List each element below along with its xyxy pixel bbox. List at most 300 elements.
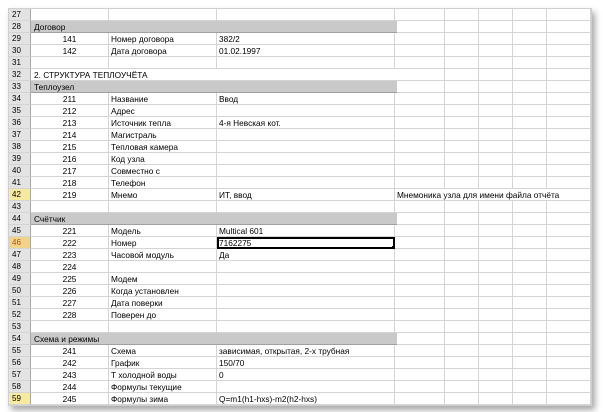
grid-cell[interactable] <box>395 237 445 249</box>
param-name-cell[interactable]: Магистраль <box>109 129 217 141</box>
grid-cell[interactable] <box>395 285 445 297</box>
grid-cell[interactable] <box>513 69 547 81</box>
grid-cell[interactable] <box>445 141 479 153</box>
grid-cell[interactable] <box>479 21 513 33</box>
param-name-cell[interactable]: Когда установлен <box>109 285 217 297</box>
grid-cell[interactable] <box>513 273 547 285</box>
param-value-cell[interactable]: Multical 601 <box>217 225 395 237</box>
param-code-cell[interactable]: 212 <box>31 105 109 117</box>
row-header[interactable]: 30 <box>9 45 31 57</box>
sheet-row <box>9 21 591 33</box>
grid-cell[interactable] <box>217 69 395 81</box>
grid-cell[interactable] <box>445 177 479 189</box>
param-value-cell-selected[interactable]: 7162275 <box>217 237 395 249</box>
grid-cell[interactable] <box>395 9 445 21</box>
grid-cell[interactable] <box>479 57 513 69</box>
grid-cell[interactable] <box>513 57 547 69</box>
grid-cell[interactable] <box>513 129 547 141</box>
sheet-row <box>9 261 591 273</box>
param-name-cell[interactable]: Дата поверки <box>109 297 217 309</box>
grid-cell[interactable] <box>479 201 513 213</box>
grid-cell[interactable] <box>547 273 591 285</box>
grid-cell[interactable] <box>479 249 513 261</box>
grid-cell[interactable] <box>479 285 513 297</box>
grid-cell[interactable] <box>547 129 591 141</box>
row-header[interactable]: 38 <box>9 141 31 153</box>
grid-cell[interactable] <box>395 21 445 33</box>
sheet-row <box>9 177 591 189</box>
param-code-cell[interactable]: 223 <box>31 249 109 261</box>
grid-cell[interactable] <box>513 309 547 321</box>
param-name-cell[interactable]: Название <box>109 93 217 105</box>
sheet-row <box>9 357 591 369</box>
param-code-cell[interactable]: 226 <box>31 285 109 297</box>
param-name-cell[interactable] <box>109 261 217 273</box>
grid-cell[interactable] <box>445 93 479 105</box>
fill-handle[interactable] <box>392 246 395 249</box>
param-code-cell[interactable]: 221 <box>31 225 109 237</box>
param-value-cell[interactable]: Ввод <box>217 93 395 105</box>
grid-cell[interactable] <box>395 345 445 357</box>
param-code-cell[interactable]: 213 <box>31 117 109 129</box>
param-value-cell[interactable] <box>217 297 395 309</box>
grid-cell[interactable] <box>513 297 547 309</box>
grid-cell[interactable] <box>547 393 591 405</box>
grid-cell[interactable] <box>445 225 479 237</box>
grid-cell[interactable] <box>547 369 591 381</box>
sheet-row <box>9 369 591 381</box>
grid-cell[interactable] <box>547 213 591 225</box>
row-header[interactable]: 34 <box>9 93 31 105</box>
grid-cell[interactable] <box>479 213 513 225</box>
grid-cell[interactable] <box>395 201 445 213</box>
grid-cell[interactable] <box>547 201 591 213</box>
grid-cell[interactable] <box>513 201 547 213</box>
grid-cell[interactable] <box>547 345 591 357</box>
note-cell[interactable]: Мнемоника узла для имени файла отчёта <box>397 190 560 200</box>
sheet-row <box>9 81 591 93</box>
param-value-cell[interactable] <box>217 129 395 141</box>
param-name-cell[interactable]: Совместно с <box>109 165 217 177</box>
grid-cell[interactable] <box>513 105 547 117</box>
grid-cell[interactable] <box>479 69 513 81</box>
param-code-cell[interactable]: 241 <box>31 345 109 357</box>
section-header[interactable]: Теплоузел <box>31 81 397 93</box>
grid-cell[interactable] <box>547 45 591 57</box>
param-value-cell[interactable] <box>217 381 395 393</box>
grid-cell[interactable] <box>547 297 591 309</box>
grid-cell[interactable] <box>513 381 547 393</box>
row-header[interactable]: 57 <box>9 369 31 381</box>
grid-cell[interactable] <box>547 33 591 45</box>
param-name-cell[interactable]: Дата договора <box>109 45 217 57</box>
grid-cell[interactable] <box>217 9 395 21</box>
grid-cell[interactable] <box>217 57 395 69</box>
row-header[interactable]: 51 <box>9 297 31 309</box>
grid-cell[interactable] <box>547 165 591 177</box>
grid-cell[interactable] <box>445 333 479 345</box>
param-value-cell[interactable]: зависимая, открытая, 2-х трубная <box>217 345 395 357</box>
grid-cell[interactable] <box>513 345 547 357</box>
grid-cell[interactable] <box>547 177 591 189</box>
sheet-row <box>9 225 591 237</box>
row-header[interactable]: 56 <box>9 357 31 369</box>
param-value-cell[interactable]: 0 <box>217 369 395 381</box>
grid-cell[interactable] <box>31 57 109 69</box>
grid-cell[interactable] <box>445 237 479 249</box>
structure-heading[interactable]: 2. СТРУКТУРА ТЕПЛОУЧЁТА <box>34 70 148 80</box>
row-header[interactable]: 28 <box>9 21 31 33</box>
grid-cell[interactable] <box>513 225 547 237</box>
param-code-cell[interactable]: 215 <box>31 141 109 153</box>
param-code-cell[interactable]: 222 <box>31 237 109 249</box>
param-value-cell[interactable] <box>217 309 395 321</box>
grid-cell[interactable] <box>395 165 445 177</box>
grid-cell[interactable] <box>479 261 513 273</box>
grid-cell[interactable] <box>547 225 591 237</box>
grid-cell[interactable] <box>445 309 479 321</box>
grid-cell[interactable] <box>479 45 513 57</box>
grid-cell[interactable] <box>445 321 479 333</box>
grid-cell[interactable] <box>445 165 479 177</box>
grid-cell[interactable] <box>445 81 479 93</box>
param-value-cell[interactable] <box>217 153 395 165</box>
grid-cell[interactable] <box>513 249 547 261</box>
param-code-cell[interactable]: 242 <box>31 357 109 369</box>
grid-cell[interactable] <box>479 165 513 177</box>
param-code-cell[interactable]: 219 <box>31 189 109 201</box>
row-header[interactable]: 58 <box>9 381 31 393</box>
section-header[interactable]: Схема и режимы <box>31 333 397 345</box>
grid-cell[interactable] <box>395 357 445 369</box>
grid-cell[interactable] <box>547 321 591 333</box>
grid-cell[interactable] <box>395 81 445 93</box>
grid-cell[interactable] <box>109 57 217 69</box>
row-header[interactable]: 55 <box>9 345 31 357</box>
param-value-cell[interactable]: 382/2 <box>217 33 395 45</box>
grid-cell[interactable] <box>217 201 395 213</box>
grid-cell[interactable] <box>445 393 479 405</box>
grid-cell[interactable] <box>445 21 479 33</box>
grid-cell[interactable] <box>547 309 591 321</box>
grid-cell[interactable] <box>445 345 479 357</box>
grid-cell[interactable] <box>513 45 547 57</box>
sheet-row <box>9 345 591 357</box>
row-header[interactable]: 45 <box>9 225 31 237</box>
row-header[interactable]: 48 <box>9 261 31 273</box>
sheet-row <box>9 129 591 141</box>
grid-cell[interactable] <box>395 117 445 129</box>
param-name-cell[interactable]: График <box>109 357 217 369</box>
grid-cell[interactable] <box>395 369 445 381</box>
grid-cell[interactable] <box>445 45 479 57</box>
param-value-cell[interactable] <box>217 177 395 189</box>
row-header[interactable]: 37 <box>9 129 31 141</box>
row-header[interactable]: 46 <box>9 237 31 249</box>
param-code-cell[interactable]: 245 <box>31 393 109 405</box>
param-code-cell[interactable]: 228 <box>31 309 109 321</box>
grid-cell[interactable] <box>31 9 109 21</box>
row-header[interactable]: 31 <box>9 57 31 69</box>
row-header[interactable]: 32 <box>9 69 31 81</box>
grid-cell[interactable] <box>547 69 591 81</box>
grid-cell[interactable] <box>395 141 445 153</box>
param-name-cell[interactable]: Телефон <box>109 177 217 189</box>
row-header[interactable]: 36 <box>9 117 31 129</box>
grid-cell[interactable] <box>513 261 547 273</box>
grid-cell[interactable] <box>513 393 547 405</box>
grid-cell[interactable] <box>479 369 513 381</box>
grid-cell[interactable] <box>547 249 591 261</box>
grid-cell[interactable] <box>109 201 217 213</box>
grid-cell[interactable] <box>547 285 591 297</box>
grid-cell[interactable] <box>513 237 547 249</box>
grid-cell[interactable] <box>395 249 445 261</box>
grid-cell[interactable] <box>445 213 479 225</box>
grid-cell[interactable] <box>547 153 591 165</box>
param-value-cell[interactable] <box>217 273 395 285</box>
grid-cell[interactable] <box>445 153 479 165</box>
grid-cell[interactable] <box>395 333 445 345</box>
grid-cell[interactable] <box>395 309 445 321</box>
grid-cell[interactable] <box>513 369 547 381</box>
row-header[interactable]: 41 <box>9 177 31 189</box>
param-name-cell[interactable]: Формулы зима <box>109 393 217 405</box>
grid-cell[interactable] <box>445 57 479 69</box>
grid-cell[interactable] <box>547 237 591 249</box>
param-value-cell[interactable]: 4-я Невская кот. <box>217 117 395 129</box>
param-name-cell[interactable]: Мнемо <box>109 189 217 201</box>
param-name-cell[interactable]: Формулы текущие <box>109 381 217 393</box>
grid-cell[interactable] <box>479 273 513 285</box>
param-code-cell[interactable]: 216 <box>31 153 109 165</box>
grid-cell[interactable] <box>513 21 547 33</box>
grid-cell[interactable] <box>547 117 591 129</box>
row-header[interactable]: 43 <box>9 201 31 213</box>
grid-cell[interactable] <box>479 153 513 165</box>
grid-cell[interactable] <box>513 357 547 369</box>
grid-cell[interactable] <box>395 57 445 69</box>
grid-cell[interactable] <box>445 249 479 261</box>
grid-cell[interactable] <box>513 153 547 165</box>
grid-cell[interactable] <box>547 189 591 201</box>
grid-cell[interactable] <box>445 129 479 141</box>
grid-cell[interactable] <box>479 141 513 153</box>
row-header[interactable]: 50 <box>9 285 31 297</box>
grid-cell[interactable] <box>395 273 445 285</box>
grid-cell[interactable] <box>395 153 445 165</box>
grid-cell[interactable] <box>445 381 479 393</box>
param-name-cell[interactable]: Номер договора <box>109 33 217 45</box>
grid-cell[interactable] <box>547 261 591 273</box>
row-header[interactable]: 54 <box>9 333 31 345</box>
grid-cell[interactable] <box>479 297 513 309</box>
grid-cell[interactable] <box>513 81 547 93</box>
param-name-cell[interactable]: Код узла <box>109 153 217 165</box>
row-header[interactable]: 53 <box>9 321 31 333</box>
grid-cell[interactable] <box>445 273 479 285</box>
grid-cell[interactable] <box>445 69 479 81</box>
grid-cell[interactable] <box>513 177 547 189</box>
grid-cell[interactable] <box>479 393 513 405</box>
row-header[interactable]: 49 <box>9 273 31 285</box>
grid-cell[interactable] <box>445 117 479 129</box>
grid-cell[interactable] <box>479 177 513 189</box>
param-code-cell[interactable]: 141 <box>31 33 109 45</box>
grid-cell[interactable] <box>479 333 513 345</box>
grid-cell[interactable] <box>395 381 445 393</box>
grid-cell[interactable] <box>395 129 445 141</box>
grid-cell[interactable] <box>479 81 513 93</box>
grid-cell[interactable] <box>479 321 513 333</box>
grid-cell[interactable] <box>547 21 591 33</box>
row-header[interactable]: 42 <box>9 189 31 201</box>
grid-cell[interactable] <box>445 9 479 21</box>
row-header[interactable]: 59 <box>9 393 31 405</box>
param-value-cell[interactable]: 01.02.1997 <box>217 45 395 57</box>
param-value-cell[interactable]: ИТ, ввод <box>217 189 395 201</box>
sheet-row <box>9 273 591 285</box>
grid-cell[interactable] <box>445 369 479 381</box>
param-code-cell[interactable]: 243 <box>31 369 109 381</box>
param-value-cell[interactable] <box>217 285 395 297</box>
grid-cell[interactable] <box>513 9 547 21</box>
grid-cell[interactable] <box>513 93 547 105</box>
grid-cell[interactable] <box>513 117 547 129</box>
grid-cell[interactable] <box>513 141 547 153</box>
row-header[interactable]: 44 <box>9 213 31 225</box>
grid-cell[interactable] <box>445 261 479 273</box>
param-name-cell[interactable]: Номер <box>109 237 217 249</box>
grid-cell[interactable] <box>479 105 513 117</box>
grid-cell[interactable] <box>479 309 513 321</box>
param-name-cell[interactable]: Источник тепла <box>109 117 217 129</box>
param-name-cell[interactable]: Тепловая камера <box>109 141 217 153</box>
grid-cell[interactable] <box>479 9 513 21</box>
grid-cell[interactable] <box>479 129 513 141</box>
row-header[interactable]: 47 <box>9 249 31 261</box>
grid-cell[interactable] <box>479 381 513 393</box>
param-code-cell[interactable]: 244 <box>31 381 109 393</box>
grid-cell[interactable] <box>445 285 479 297</box>
spreadsheet-grid[interactable] <box>8 8 592 406</box>
param-name-cell[interactable]: Модем <box>109 273 217 285</box>
grid-cell[interactable] <box>395 393 445 405</box>
grid-cell[interactable] <box>109 9 217 21</box>
param-name-cell[interactable]: Поверен до <box>109 309 217 321</box>
param-value-cell[interactable] <box>217 141 395 153</box>
grid-cell[interactable] <box>395 93 445 105</box>
grid-cell[interactable] <box>513 165 547 177</box>
section-header[interactable]: Договор <box>31 21 397 33</box>
section-header[interactable]: Счётчик <box>31 213 397 225</box>
row-header[interactable]: 40 <box>9 165 31 177</box>
row-header[interactable]: 27 <box>9 9 31 21</box>
param-name-cell[interactable]: Адрес <box>109 105 217 117</box>
row-header[interactable]: 52 <box>9 309 31 321</box>
grid-cell[interactable] <box>513 213 547 225</box>
grid-cell[interactable] <box>395 225 445 237</box>
grid-cell[interactable] <box>395 105 445 117</box>
grid-cell[interactable] <box>547 357 591 369</box>
grid-cell[interactable] <box>479 225 513 237</box>
grid-cell[interactable] <box>395 33 445 45</box>
grid-cell[interactable] <box>479 33 513 45</box>
param-code-cell[interactable]: 225 <box>31 273 109 285</box>
param-code-cell[interactable]: 214 <box>31 129 109 141</box>
grid-cell[interactable] <box>479 357 513 369</box>
grid-cell[interactable] <box>479 345 513 357</box>
param-code-cell[interactable]: 227 <box>31 297 109 309</box>
grid-cell[interactable] <box>547 381 591 393</box>
param-value-cell[interactable] <box>217 105 395 117</box>
grid-cell[interactable] <box>479 189 513 201</box>
grid-cell[interactable] <box>547 141 591 153</box>
param-name-cell[interactable]: Модель <box>109 225 217 237</box>
grid-cell[interactable] <box>395 297 445 309</box>
grid-cell[interactable] <box>547 333 591 345</box>
row-header[interactable]: 35 <box>9 105 31 117</box>
param-code-cell[interactable]: 217 <box>31 165 109 177</box>
grid-cell[interactable] <box>395 213 445 225</box>
grid-cell[interactable] <box>395 261 445 273</box>
grid-cell[interactable] <box>445 105 479 117</box>
grid-cell[interactable] <box>31 201 109 213</box>
grid-cell[interactable] <box>479 237 513 249</box>
grid-cell[interactable] <box>395 177 445 189</box>
param-value-cell[interactable]: 150/70 <box>217 357 395 369</box>
grid-cell[interactable] <box>445 189 479 201</box>
grid-cell[interactable] <box>513 285 547 297</box>
grid-cell[interactable] <box>445 357 479 369</box>
grid-cell[interactable] <box>445 33 479 45</box>
param-code-cell[interactable]: 218 <box>31 177 109 189</box>
grid-cell[interactable] <box>479 93 513 105</box>
grid-cell[interactable] <box>479 117 513 129</box>
param-value-cell[interactable]: Q=m1(h1-hxs)-m2(h2-hxs) <box>217 393 395 405</box>
param-code-cell[interactable]: 142 <box>31 45 109 57</box>
param-name-cell[interactable]: Схема <box>109 345 217 357</box>
grid-cell[interactable] <box>395 69 445 81</box>
param-value-cell[interactable] <box>217 261 395 273</box>
grid-cell[interactable] <box>445 201 479 213</box>
param-value-cell[interactable] <box>217 165 395 177</box>
grid-cell[interactable] <box>109 321 217 333</box>
grid-cell[interactable] <box>513 333 547 345</box>
param-name-cell[interactable]: Часовой модуль <box>109 249 217 261</box>
grid-cell[interactable] <box>547 105 591 117</box>
grid-cell[interactable] <box>395 45 445 57</box>
param-name-cell[interactable]: Т холодной воды <box>109 369 217 381</box>
grid-cell[interactable] <box>513 321 547 333</box>
grid-cell[interactable] <box>31 321 109 333</box>
grid-cell[interactable] <box>547 93 591 105</box>
row-header[interactable]: 33 <box>9 81 31 93</box>
param-code-cell[interactable]: 224 <box>31 261 109 273</box>
param-value-cell[interactable]: Да <box>217 249 395 261</box>
grid-cell[interactable] <box>445 297 479 309</box>
grid-cell[interactable] <box>513 189 547 201</box>
grid-cell[interactable] <box>513 33 547 45</box>
grid-cell[interactable] <box>217 321 395 333</box>
grid-cell[interactable] <box>547 57 591 69</box>
row-header[interactable]: 39 <box>9 153 31 165</box>
grid-cell[interactable] <box>395 321 445 333</box>
row-header[interactable]: 29 <box>9 33 31 45</box>
param-code-cell[interactable]: 211 <box>31 93 109 105</box>
grid-cell[interactable] <box>547 9 591 21</box>
grid-cell[interactable] <box>547 81 591 93</box>
